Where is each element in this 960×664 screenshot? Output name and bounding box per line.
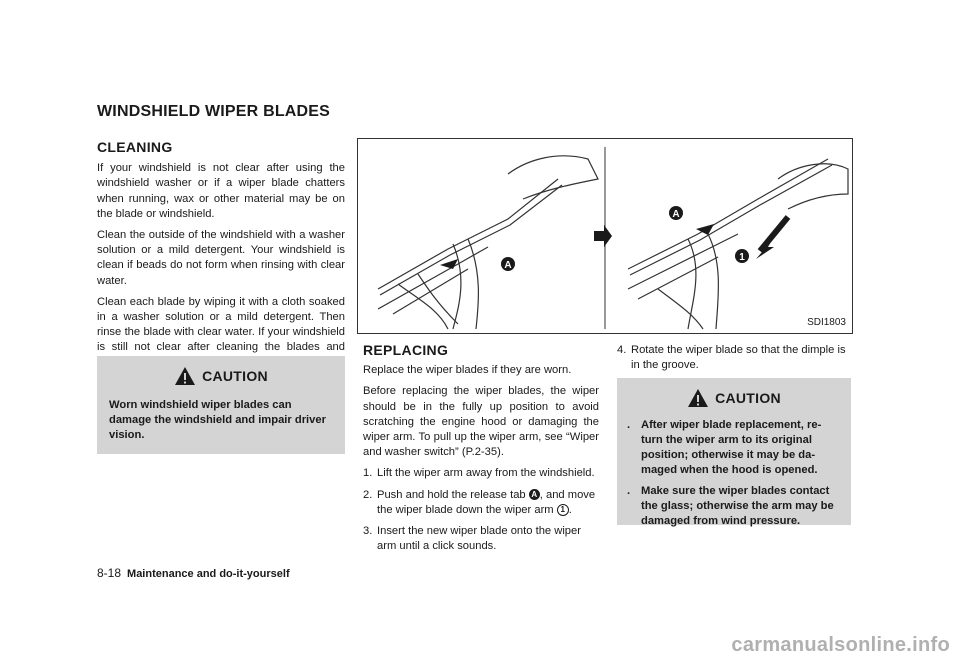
replacing-paragraph-1: Replace the wiper blades if they are worn. [363, 364, 572, 377]
chapter-title: Maintenance and do-it-yourself [127, 568, 290, 580]
caution-bullets [627, 418, 841, 529]
label-a-right: A [672, 209, 680, 220]
section-title: WINDSHIELD WIPER BLADES [97, 103, 331, 120]
replacing-caution-box [617, 378, 851, 525]
caution-bullet-1: . After wiper blade replacement, re-turn the wiper arm to its original position; otherwise it may be da-maged when the hood is opened. [627, 419, 822, 476]
step-1: 1. Lift the wiper arm away from the windshield. [363, 467, 595, 480]
wiper-illustration [358, 139, 852, 333]
step-3: 3. Insert the new wiper blade onto the wiper arm until a click sounds. [363, 525, 581, 553]
left-arrow-shape [440, 259, 458, 269]
cleaning-paragraph-1: If your windshield is not clear after using the windshield washer or if a wiper blade chatters when running, wax or other material may be on the blade or windshield. [97, 162, 345, 220]
wiper-figure [357, 138, 853, 334]
caution-header [97, 366, 345, 386]
caution-header [617, 388, 851, 408]
step-arrow [594, 225, 612, 247]
replacing-column [363, 343, 599, 560]
replacing-heading: REPLACING [363, 342, 449, 358]
cleaning-paragraph-3: Clean each blade by wiping it with a cloth soaked in a washer solution or a mild detergent. Then rinse the blade with clear water. If your windshield is still not clear after cleaning the blades and [97, 295, 345, 354]
replacing-steps-cont [617, 343, 853, 373]
cleaning-paragraph-2: Clean the outside of the windshield with a washer solution or a mild detergent. Your windshield is clean if beads do not form when rinsing with clear water. [97, 229, 345, 287]
label-1: 1 [739, 252, 745, 263]
warning-icon [687, 388, 709, 408]
label-1-inline: 1 [557, 504, 569, 516]
caution-bullet-2: . Make sure the wiper blades contact the glass; otherwise the arm may be damaged from wind pressure. [627, 485, 834, 527]
label-a-left: A [504, 260, 512, 271]
left-panel-drawing [378, 156, 598, 329]
watermark: carmanualsonline.info [731, 634, 950, 656]
replacing-paragraph-2: Before replacing the wiper blades, the wiper should be in the fully up position to avoid scratching the engine hood or damaging the wiper arm. To pull up the wiper arm, see “Wiper and washer switch” (P.2-35). [363, 385, 599, 459]
caution-text: Worn windshield wiper blades can damage the windshield and impair driver vision. [109, 399, 326, 441]
step-2: 2. Push and hold the release tab A , and move the wiper blade down the wiper arm 1 . [363, 488, 596, 516]
cleaning-heading: CLEANING [97, 139, 173, 155]
cleaning-caution-box [97, 356, 345, 454]
step-4: 4. Rotate the wiper blade so that the dimple is in the groove. [617, 344, 846, 372]
warning-icon [174, 366, 196, 386]
right-column [617, 343, 853, 379]
caution-title: CAUTION [202, 368, 268, 384]
cleaning-column [97, 140, 345, 377]
page-footer [97, 566, 290, 580]
label-a-inline: A [529, 489, 540, 500]
caution-title: CAUTION [715, 390, 781, 406]
replacing-steps [363, 466, 599, 554]
figure-code: SDI1803 [807, 317, 846, 328]
right-panel-drawing [628, 159, 848, 329]
page-number: 8-18 [97, 566, 122, 580]
